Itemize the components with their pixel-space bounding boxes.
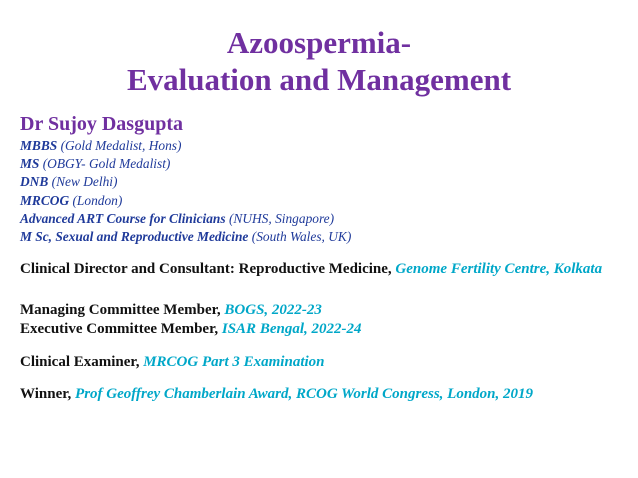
role-highlight: ISAR Bengal, 2022-24: [221, 321, 362, 337]
qualification-item: [20, 155, 620, 173]
qualification-degree: M Sc, Sexual and Reproductive Medicine: [20, 229, 249, 245]
qualification-detail: (New Delhi): [48, 174, 118, 190]
qualification-item: [20, 228, 620, 246]
role-executive-committee: [20, 320, 620, 339]
author-name: Dr Sujoy Dasgupta: [20, 113, 183, 135]
qualification-item: [20, 173, 620, 191]
slide-title-line-1: Azoospermia-: [226, 25, 412, 60]
role-label: Clinical Examiner,: [20, 354, 144, 370]
role-label: Executive Committee Member,: [20, 321, 222, 337]
role-highlight: MRCOG Part 3 Examination: [143, 354, 325, 370]
qualification-degree: DNB: [20, 174, 49, 190]
role-label: Winner,: [20, 386, 76, 402]
role-highlight: Prof Geoffrey Chamberlain Award, RCOG World Congress, London, 2019: [75, 386, 533, 402]
role-label: Managing Committee Member,: [20, 302, 225, 318]
qualifications-list: [20, 137, 620, 246]
qualification-degree: MS: [20, 156, 40, 172]
qualification-detail: (South Wales, UK): [248, 229, 352, 245]
slide-title-line-2: Evaluation and Management: [126, 62, 512, 97]
role-clinical-examiner: [20, 353, 620, 372]
qualification-detail: (Gold Medalist, Hons): [57, 138, 182, 153]
role-clinical-director: [20, 260, 620, 279]
role-managing-committee: [20, 301, 620, 320]
qualification-degree: Advanced ART Course for Clinicians: [20, 210, 226, 226]
qualification-degree: MRCOG: [20, 192, 70, 208]
role-label: Clinical Director and Consultant: Reproductive Medicine,: [20, 261, 396, 277]
role-award-winner: [20, 385, 620, 404]
role-highlight: Genome Fertility Centre, Kolkata: [395, 261, 603, 277]
qualification-degree: MBBS: [20, 138, 58, 153]
qualification-item: [20, 210, 620, 228]
slide-title: [0, 24, 638, 98]
qualification-detail: (OBGY- Gold Medalist): [39, 156, 171, 172]
qualification-detail: (London): [69, 192, 123, 208]
role-highlight: BOGS, 2022-23: [224, 302, 322, 318]
qualification-item: [20, 137, 620, 155]
qualification-item: [20, 192, 620, 210]
qualification-detail: (NUHS, Singapore): [225, 210, 335, 226]
